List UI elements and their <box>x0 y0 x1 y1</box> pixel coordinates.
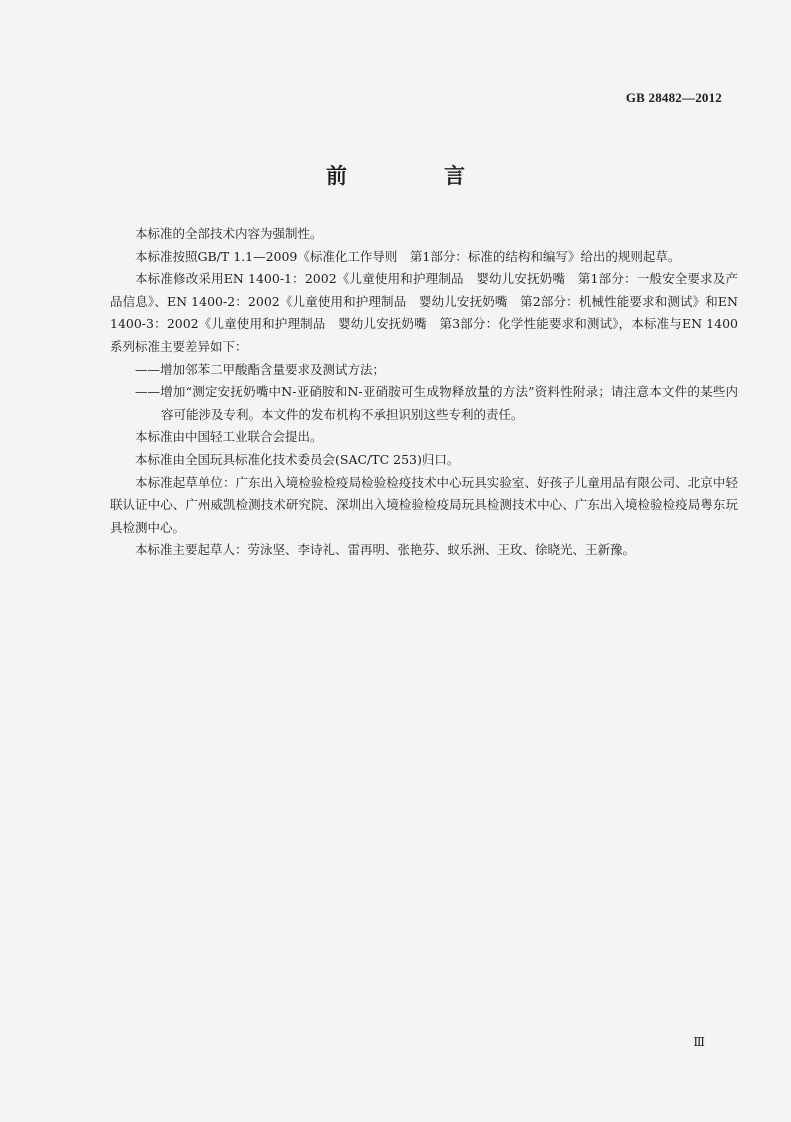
paragraph: 本标准起草单位：广东出入境检验检疫局检验检疫技术中心玩具实验室、好孩子儿童用品有限公司、北京中轻联认证中心、广州威凯检测技术研究院、深圳出入境检验检疫局玩具检测技术中心、广东出入境检验检疫局粤东玩具检测中心。 <box>110 474 738 535</box>
paragraph: 本标准按照GB/T 1.1—2009《标准化工作导则 第1部分：标准的结构和编写》给出的规则起草。 <box>135 248 681 264</box>
page-number: Ⅲ <box>693 1035 705 1049</box>
list-item: ——增加“测定安抚奶嘴中N-亚硝胺和N-亚硝胺可生成物释放量的方法”资料性附录；请注意本文件的某些内容可能涉及专利。本文件的发布机构不承担识别这些专利的责任。 <box>135 384 738 422</box>
foreword-body <box>110 223 738 562</box>
paragraph: 本标准修改采用EN 1400-1：2002《儿童使用和护理制品 婴幼儿安抚奶嘴 第1部分：一般安全要求及产品信息》、EN 1400-2：2002《儿童使用和护理制品 婴幼儿安抚奶嘴 第2部分：机械性能要求和测试》和EN 1400-3：2002《儿童使用和护理制品 婴幼儿安抚奶嘴 第3部分：化学性能要求和测试》，本标准与EN 1400系列标准主要差异如下： <box>110 271 738 354</box>
paragraph: 本标准主要起草人：劳泳坚、李诗礼、雷再明、张艳芬、蚁乐洲、王玫、徐晓光、王新豫。 <box>135 542 636 558</box>
list-item: ——增加邻苯二甲酸酯含量要求及测试方法； <box>135 361 386 377</box>
paragraph: 本标准由全国玩具标准化技术委员会(SAC/TC 253)归口。 <box>135 451 460 467</box>
page-title: 前 言 <box>326 164 503 188</box>
paragraph: 本标准由中国轻工业联合会提出。 <box>135 429 323 445</box>
standard-number: GB 28482—2012 <box>625 90 722 105</box>
paragraph: 本标准的全部技术内容为强制性。 <box>135 226 323 241</box>
